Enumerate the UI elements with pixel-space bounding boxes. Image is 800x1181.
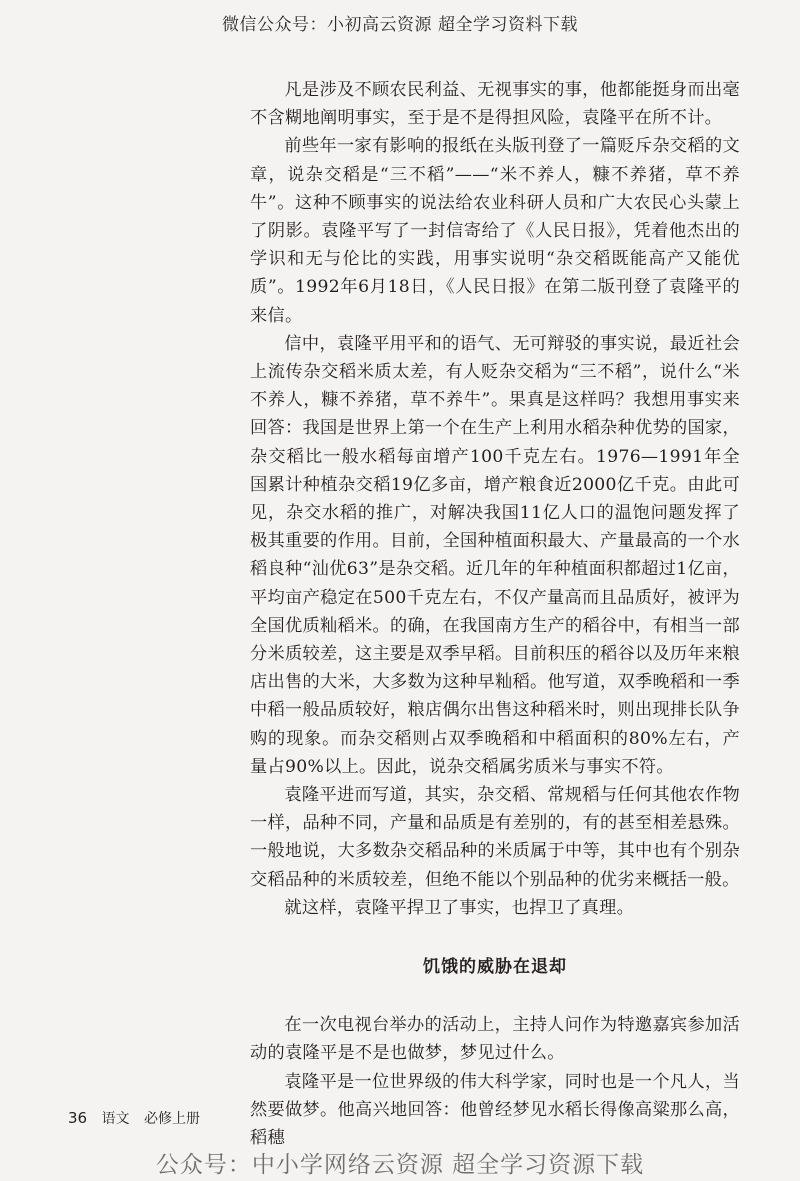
paragraph: 信中，袁隆平用平和的语气、无可辩驳的事实说，最近社会上流传杂交稻米质太差，有人贬杂交稻为“三不稻”，说什么“米不养人，糠不养猪，草不养牛”。果真是这样吗？我想用事实来回答：我国是世界上第一个在生产上利用水稻杂种优势的国家，杂交稻比一般水稻每亩增产100千克左右。1976—1991年全国累计种植杂交稻19亿多亩，增产粮食近2000亿千克。由此可见，杂交水稻的推广，对解决我国11亿人口的温饱问题发挥了极其重要的作用。目前，全国种植面积最大、产量最高的一个水稻良种“汕优63”是杂交稻。近几年的年种植面积都超过1亿亩，平均亩产稳定在500千克左右，不仅产量高而且品质好，被评为全国优质籼稻米。的确，在我国南方生产的稻谷中，有相当一部分米质较差，这主要是双季早稻。目前积压的稻谷以及历年来粮店出售的大米，大多数为这种早籼稻。他写道，双季晚稻和一季中稻一般品质较好，粮店偶尔出售这种稻米时，则出现排长队争购的现象。而杂交稻则占双季晚稻和中稻面积的80%左右，产量占90%以上。因此，说杂交稻属劣质米与事实不符。 [250, 333, 740, 777]
paragraph: 在一次电视台举办的活动上，主持人问作为特邀嘉宾参加活动的袁隆平是不是也做梦，梦见过什么。 [250, 1015, 740, 1064]
paragraph: 袁隆平是一位世界级的伟大科学家，同时也是一个凡人，当然要做梦。他高兴地回答：他曾经梦见水稻长得像高粱那么高，稻穗 [250, 1071, 740, 1148]
page-footer [68, 1108, 200, 1128]
book-volume: 必修上册 [144, 1111, 200, 1127]
page-number: 36 [68, 1109, 88, 1127]
book-title: 语文 [101, 1111, 130, 1127]
paragraph: 前些年一家有影响的报纸在头版刊登了一篇贬斥杂交稻的文章，说杂交稻是“三不稻”——“米不养人，糠不养猪，草不养牛”。这种不顾事实的说法给农业科研人员和广大农民心头蒙上了阴影。袁隆平写了一封信寄给了《人民日报》，凭着他杰出的学识和无与伦比的实践，用事实说明“杂交稻既能高产又能优质”。1992年6月18日，《人民日报》在第二版刊登了袁隆平的来信。 [250, 136, 740, 326]
section-heading: 饥饿的威胁在退却 [423, 957, 567, 978]
paragraph: 就这样，袁隆平捍卫了事实，也捍卫了真理。 [284, 897, 635, 918]
paragraph: 袁隆平进而写道，其实，杂交稻、常规稻与任何其他农作物一样，品种不同，产量和品质是有差别的，有的甚至相差悬殊。一般地说，大多数杂交稻品种的米质属于中等，其中也有个别杂交稻品种的米质较差，但绝不能以个别品种的优劣来概括一般。 [250, 785, 740, 890]
body-text [250, 76, 740, 1152]
footer-watermark: 公众号：中小学网络云资源 超全学习资源下载 [155, 1152, 645, 1178]
header-watermark: 微信公众号：小初高云资源 超全学习资料下载 [222, 15, 578, 35]
paragraph: 凡是涉及不顾农民利益、无视事实的事，他都能挺身而出毫不含糊地阐明事实，至于是不是得担风险，袁隆平在所不计。 [250, 80, 740, 129]
